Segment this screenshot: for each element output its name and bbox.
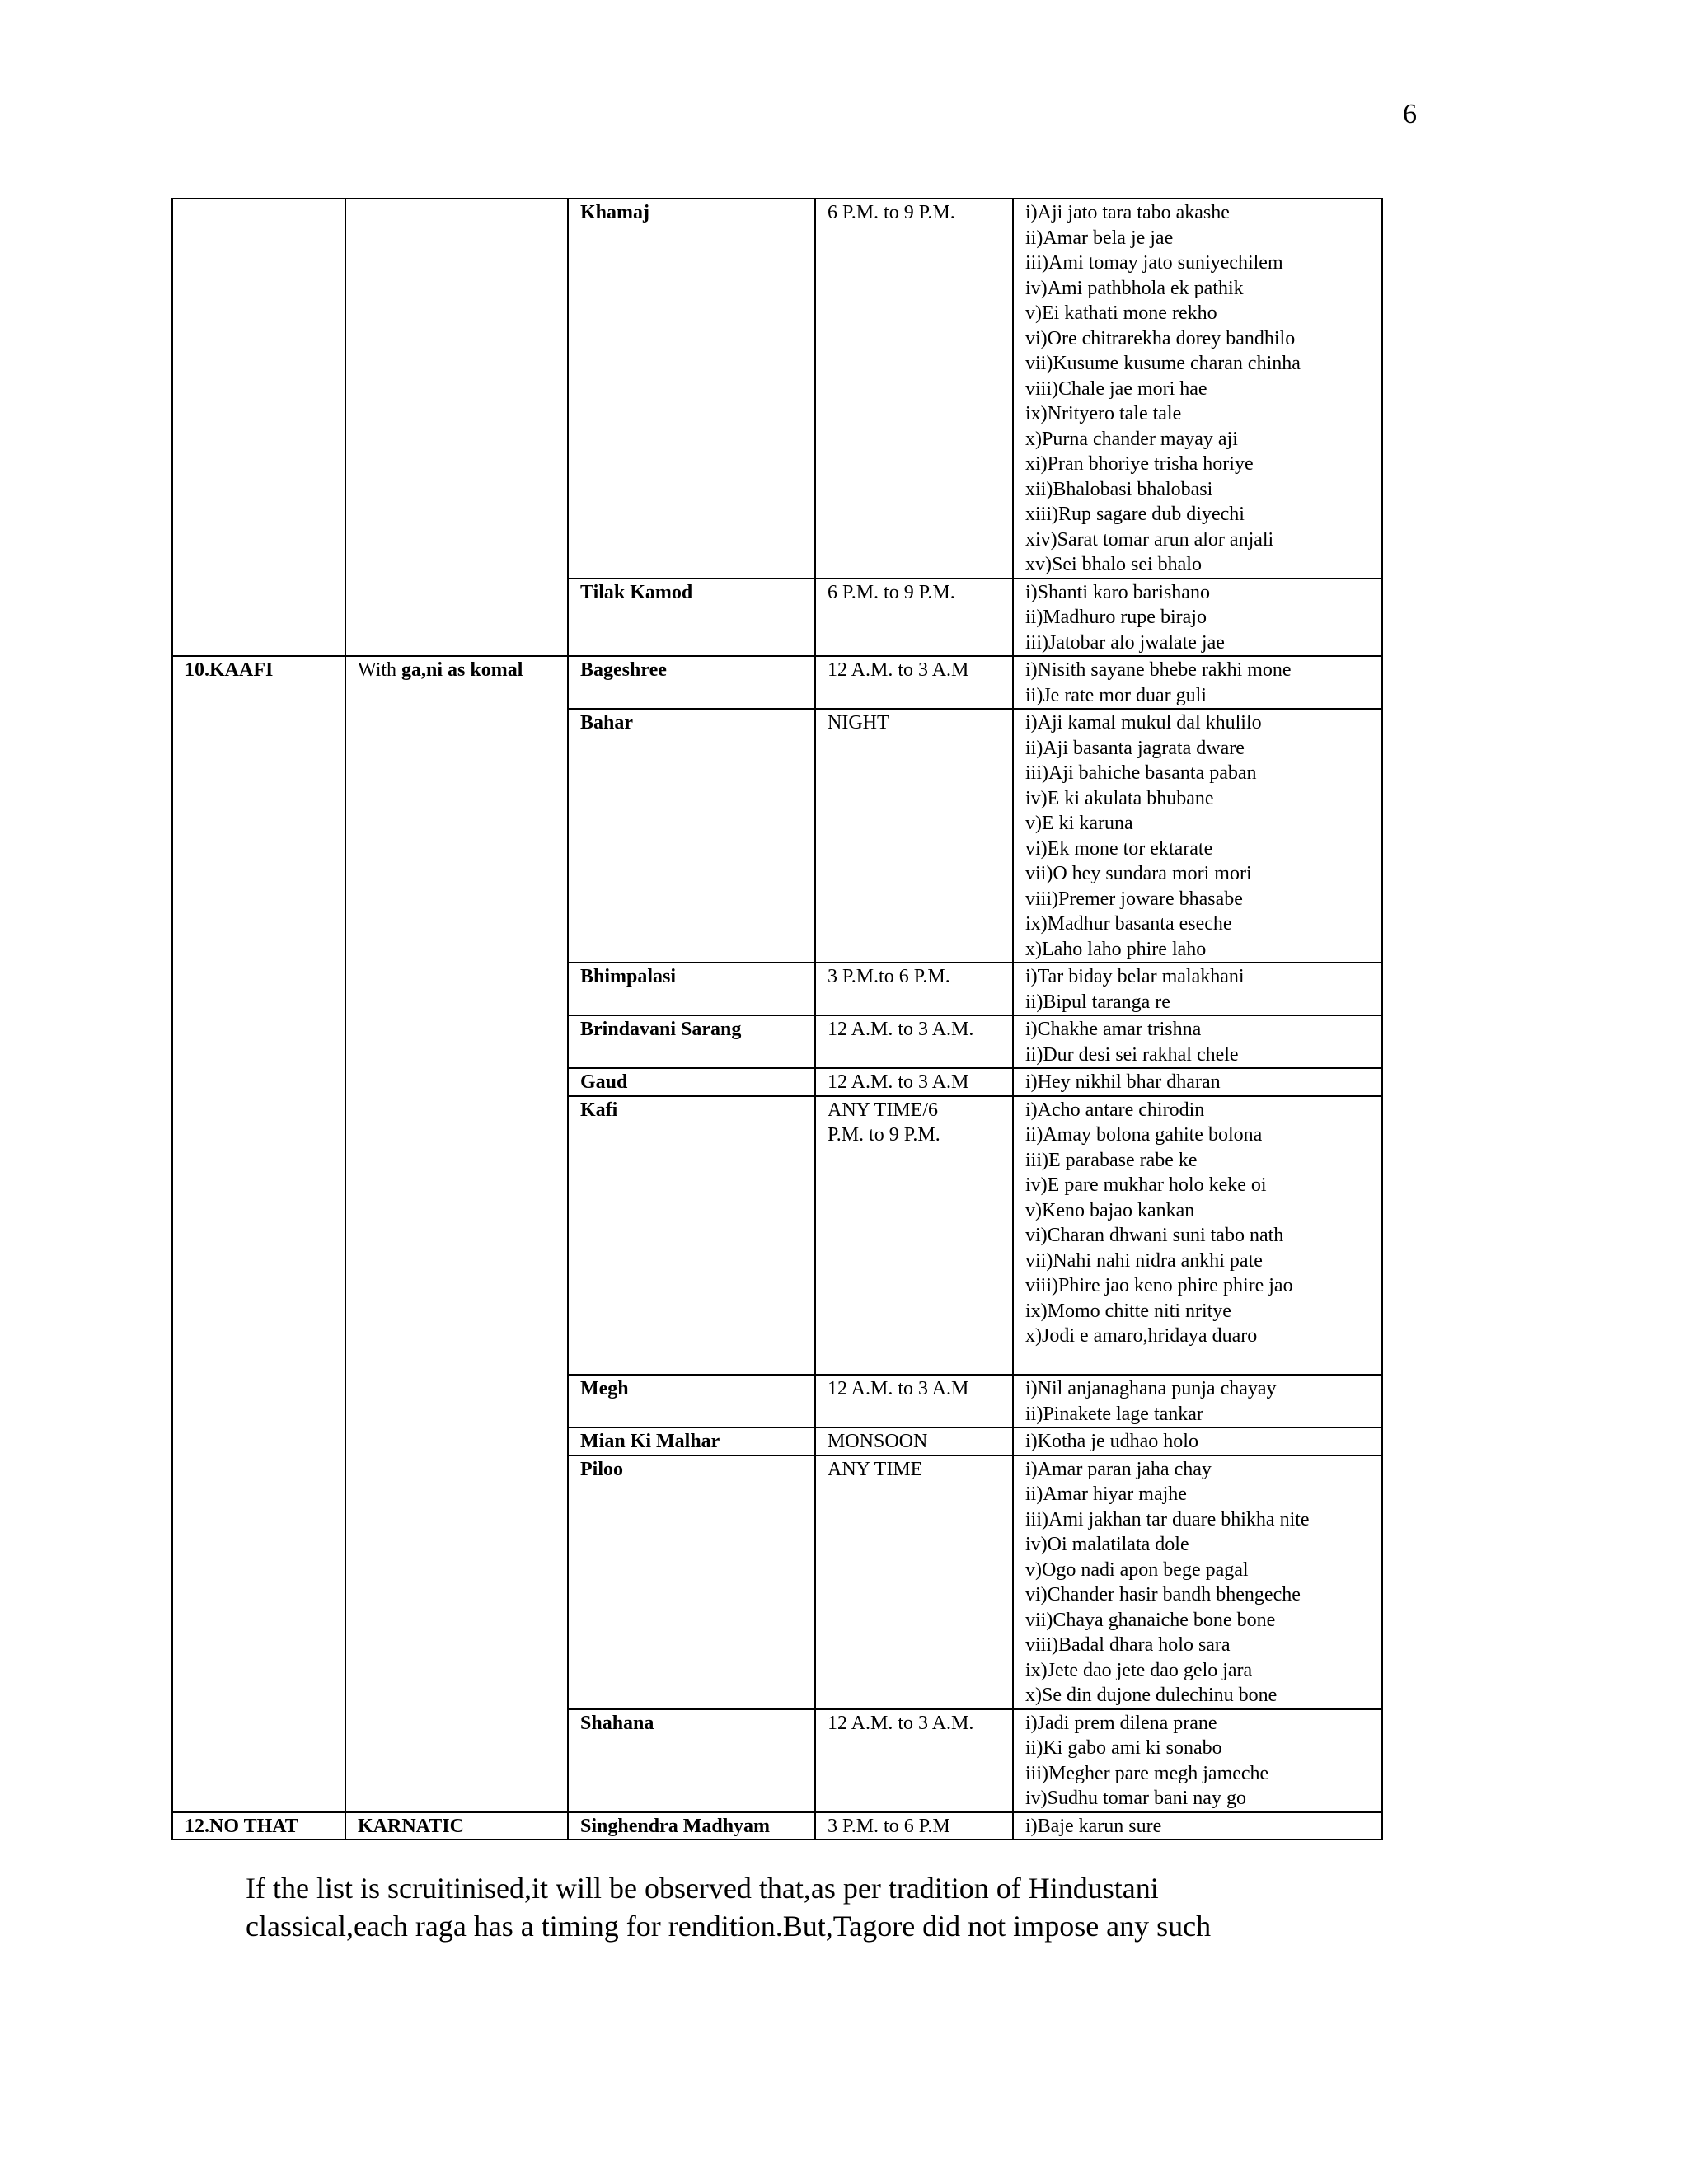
raga-name: Bageshree — [568, 656, 815, 709]
note-bold: KARNATIC — [358, 1815, 464, 1837]
table-row — [172, 709, 1382, 963]
song-title: ii)Amar bela je jae — [1025, 227, 1174, 249]
page-number: 6 — [1403, 99, 1417, 129]
time-cell — [815, 1068, 1013, 1096]
table-row — [172, 1375, 1382, 1427]
thaat-cell — [172, 579, 345, 657]
songs-cell — [1013, 1068, 1382, 1096]
songs-cell — [1013, 199, 1382, 579]
time-line: 12 A.M. to 3 A.M. — [828, 1019, 974, 1040]
song-title: i)Shanti karo barishano — [1025, 581, 1210, 603]
note-cell — [345, 1375, 568, 1427]
raga-name: Piloo — [568, 1455, 815, 1709]
songs-cell — [1013, 1427, 1382, 1455]
songs-cell — [1013, 963, 1382, 1015]
songs-cell — [1013, 1709, 1382, 1812]
song-title: iii)E parabase rabe ke — [1025, 1149, 1198, 1171]
raga-table-body — [172, 199, 1382, 1840]
song-title: v)Ei kathati mone rekho — [1025, 302, 1217, 324]
note-bold: ga,ni as komal — [401, 659, 523, 681]
song-title: iv)E pare mukhar holo keke oi — [1025, 1174, 1267, 1196]
time-line: 12 A.M. to 3 A.M — [828, 659, 969, 681]
songs-cell — [1013, 1812, 1382, 1840]
raga-table — [171, 198, 1383, 1840]
song-title: viii)Premer joware bhasabe — [1025, 888, 1243, 910]
thaat-cell — [172, 1455, 345, 1709]
songs-cell — [1013, 1375, 1382, 1427]
time-line: ANY TIME — [828, 1458, 923, 1480]
time-line: P.M. to 9 P.M. — [828, 1124, 940, 1146]
song-title: xi)Pran bhoriye trisha horiye — [1025, 453, 1254, 475]
song-title: viii)Phire jao keno phire phire jao — [1025, 1275, 1293, 1296]
song-title: iii)Aji bahiche basanta paban — [1025, 762, 1257, 784]
song-title: iv)Sudhu tomar bani nay go — [1025, 1788, 1246, 1809]
song-title: i)Nil anjanaghana punja chayay — [1025, 1378, 1277, 1399]
song-title: xiv)Sarat tomar arun alor anjali — [1025, 528, 1274, 551]
songs-cell — [1013, 709, 1382, 963]
thaat-cell — [172, 1812, 345, 1840]
song-title: ii)Aji basanta jagrata dware — [1025, 737, 1245, 759]
thaat-cell — [172, 199, 345, 579]
song-title: vi)Chander hasir bandh bhengeche — [1025, 1584, 1301, 1605]
time-line: 3 P.M.to 6 P.M. — [828, 966, 950, 987]
raga-name: Bahar — [568, 709, 815, 963]
songs-cell — [1013, 1455, 1382, 1709]
song-title: v)Keno bajao kankan — [1025, 1199, 1195, 1221]
thaat-cell — [172, 1096, 345, 1376]
song-title: ii)Amay bolona gahite bolona — [1025, 1124, 1263, 1146]
song-title: ii)Je rate mor duar guli — [1025, 684, 1207, 706]
thaat-cell — [172, 963, 345, 1015]
song-title: vi)Charan dhwani suni tabo nath — [1025, 1225, 1284, 1246]
table-row — [172, 1455, 1382, 1709]
table-row — [172, 1068, 1382, 1096]
song-title: iii)Megher pare megh jameche — [1025, 1762, 1269, 1784]
note-cell — [345, 1015, 568, 1068]
song-title: i)Amar paran jaha chay — [1025, 1458, 1212, 1480]
body-paragraph — [246, 1869, 1482, 1945]
thaat-cell — [172, 1427, 345, 1455]
song-title: x)Laho laho phire laho — [1025, 938, 1207, 960]
raga-name: Singhendra Madhyam — [568, 1812, 815, 1840]
thaat-cell — [172, 1375, 345, 1427]
song-title: v)E ki karuna — [1025, 813, 1133, 834]
note-cell — [345, 1068, 568, 1096]
note-prefix: With — [358, 659, 402, 681]
table-row — [172, 579, 1382, 657]
song-title: ii)Madhuro rupe birajo — [1025, 607, 1207, 628]
songs-cell — [1013, 579, 1382, 657]
song-title: ii)Bipul taranga re — [1025, 991, 1170, 1013]
note-cell — [345, 199, 568, 579]
table-row — [172, 963, 1382, 1015]
song-title: ii)Ki gabo ami ki sonabo — [1025, 1737, 1222, 1759]
song-title: ii)Pinakete lage tankar — [1025, 1403, 1203, 1425]
note-cell — [345, 1096, 568, 1376]
raga-name: Shahana — [568, 1709, 815, 1812]
song-title: viii)Chale jae mori hae — [1025, 377, 1207, 400]
song-title: viii)Badal dhara holo sara — [1025, 1634, 1231, 1656]
raga-name: Bhimpalasi — [568, 963, 815, 1015]
song-title: vii)Chaya ghanaiche bone bone — [1025, 1609, 1276, 1631]
raga-name: Khamaj — [568, 199, 815, 579]
song-title: i)Tar biday belar malakhani — [1025, 966, 1245, 987]
song-title: i)Nisith sayane bhebe rakhi mone — [1025, 659, 1292, 681]
table-row — [172, 656, 1382, 709]
table-row — [172, 1096, 1382, 1376]
time-line: 12 A.M. to 3 A.M — [828, 1378, 969, 1399]
song-title: iv)Ami pathbhola ek pathik — [1025, 277, 1244, 299]
note-cell — [345, 709, 568, 963]
raga-name: Gaud — [568, 1068, 815, 1096]
song-title: i)Aji jato tara tabo akashe — [1025, 202, 1230, 223]
song-title: ii)Dur desi sei rakhal chele — [1025, 1043, 1239, 1066]
raga-name: Tilak Kamod — [568, 579, 815, 657]
song-title: xii)Bhalobasi bhalobasi — [1025, 478, 1213, 500]
song-title: vii)Kusume kusume charan chinha — [1025, 353, 1301, 374]
song-title: iv)Oi malatilata dole — [1025, 1534, 1189, 1555]
time-cell — [815, 1096, 1013, 1376]
song-title: v)Ogo nadi apon bege pagal — [1025, 1558, 1249, 1581]
thaat-cell — [172, 1068, 345, 1096]
songs-cell — [1013, 656, 1382, 709]
paragraph-line: If the list is scruitinised,it will be observed that,as per tradition of Hindustani — [246, 1872, 1159, 1905]
song-title: ii)Amar hiyar majhe — [1025, 1483, 1187, 1505]
time-line: NIGHT — [828, 712, 889, 733]
paragraph-line: classical,each raga has a timing for rendition.But,Tagore did not impose any such — [246, 1910, 1212, 1943]
raga-name: Kafi — [568, 1096, 815, 1376]
raga-name: Megh — [568, 1375, 815, 1427]
song-title: i)Jadi prem dilena prane — [1025, 1712, 1217, 1734]
time-cell — [815, 656, 1013, 709]
time-cell — [815, 579, 1013, 657]
time-line: 12 A.M. to 3 A.M — [828, 1071, 969, 1093]
time-line: 3 P.M. to 6 P.M — [828, 1815, 950, 1837]
note-cell — [345, 1455, 568, 1709]
song-title: i)Chakhe amar trishna — [1025, 1019, 1202, 1040]
table-row — [172, 1709, 1382, 1812]
table-row — [172, 199, 1382, 579]
time-cell — [815, 963, 1013, 1015]
time-cell — [815, 1375, 1013, 1427]
time-cell — [815, 1015, 1013, 1068]
time-cell — [815, 709, 1013, 963]
note-cell — [345, 1427, 568, 1455]
time-cell — [815, 1812, 1013, 1840]
song-title: ix)Momo chitte niti nritye — [1025, 1300, 1231, 1322]
time-line: ANY TIME/6 — [828, 1099, 938, 1121]
raga-name: Mian Ki Malhar — [568, 1427, 815, 1455]
time-cell — [815, 1709, 1013, 1812]
song-title: xiii)Rup sagare dub diyechi — [1025, 504, 1245, 525]
song-title: vi)Ore chitrarekha dorey bandhilo — [1025, 327, 1296, 349]
time-cell — [815, 199, 1013, 579]
song-title: vii)O hey sundara mori mori — [1025, 863, 1252, 884]
songs-cell — [1013, 1096, 1382, 1376]
thaat-name: 10.KAAFI — [185, 659, 274, 681]
song-title: x)Jodi e amaro,hridaya duaro — [1025, 1325, 1258, 1347]
songs-cell — [1013, 1015, 1382, 1068]
song-title: xv)Sei bhalo sei bhalo — [1025, 554, 1202, 575]
song-title: i)Acho antare chirodin — [1025, 1099, 1205, 1121]
thaat-cell — [172, 1709, 345, 1812]
raga-name: Brindavani Sarang — [568, 1015, 815, 1068]
time-cell — [815, 1455, 1013, 1709]
song-title: vi)Ek mone tor ektarate — [1025, 837, 1213, 860]
song-title: ix)Jete dao jete dao gelo jara — [1025, 1659, 1253, 1681]
song-title: vii)Nahi nahi nidra ankhi pate — [1025, 1249, 1263, 1272]
note-cell — [345, 1812, 568, 1840]
song-title: i)Aji kamal mukul dal khulilo — [1025, 712, 1262, 733]
song-title: x)Purna chander mayay aji — [1025, 428, 1238, 450]
time-cell — [815, 1427, 1013, 1455]
thaat-cell — [172, 709, 345, 963]
note-cell — [345, 1709, 568, 1812]
time-line: 12 A.M. to 3 A.M. — [828, 1712, 974, 1734]
time-line: MONSOON — [828, 1431, 928, 1452]
note-cell — [345, 963, 568, 1015]
time-line: 6 P.M. to 9 P.M. — [828, 202, 955, 223]
note-cell — [345, 579, 568, 657]
song-title: ix)Nrityero tale tale — [1025, 403, 1182, 424]
song-title: i)Kotha je udhao holo — [1025, 1431, 1198, 1452]
song-title: i)Hey nikhil bhar dharan — [1025, 1071, 1221, 1093]
song-title — [1025, 1349, 1373, 1375]
song-title: x)Se din dujone dulechinu bone — [1025, 1685, 1278, 1706]
table-row — [172, 1427, 1382, 1455]
song-title: iv)E ki akulata bhubane — [1025, 787, 1214, 809]
song-title: iii)Jatobar alo jwalate jae — [1025, 631, 1225, 654]
song-title: ix)Madhur basanta eseche — [1025, 913, 1232, 935]
song-title: i)Baje karun sure — [1025, 1815, 1162, 1837]
time-line: 6 P.M. to 9 P.M. — [828, 581, 955, 603]
song-title: iii)Ami jakhan tar duare bhikha nite — [1025, 1508, 1310, 1530]
thaat-name: 12.NO THAT — [185, 1815, 298, 1837]
note-cell — [345, 656, 568, 709]
thaat-cell — [172, 656, 345, 709]
thaat-cell — [172, 1015, 345, 1068]
table-row — [172, 1015, 1382, 1068]
song-title: iii)Ami tomay jato suniyechilem — [1025, 252, 1283, 274]
table-row — [172, 1812, 1382, 1840]
